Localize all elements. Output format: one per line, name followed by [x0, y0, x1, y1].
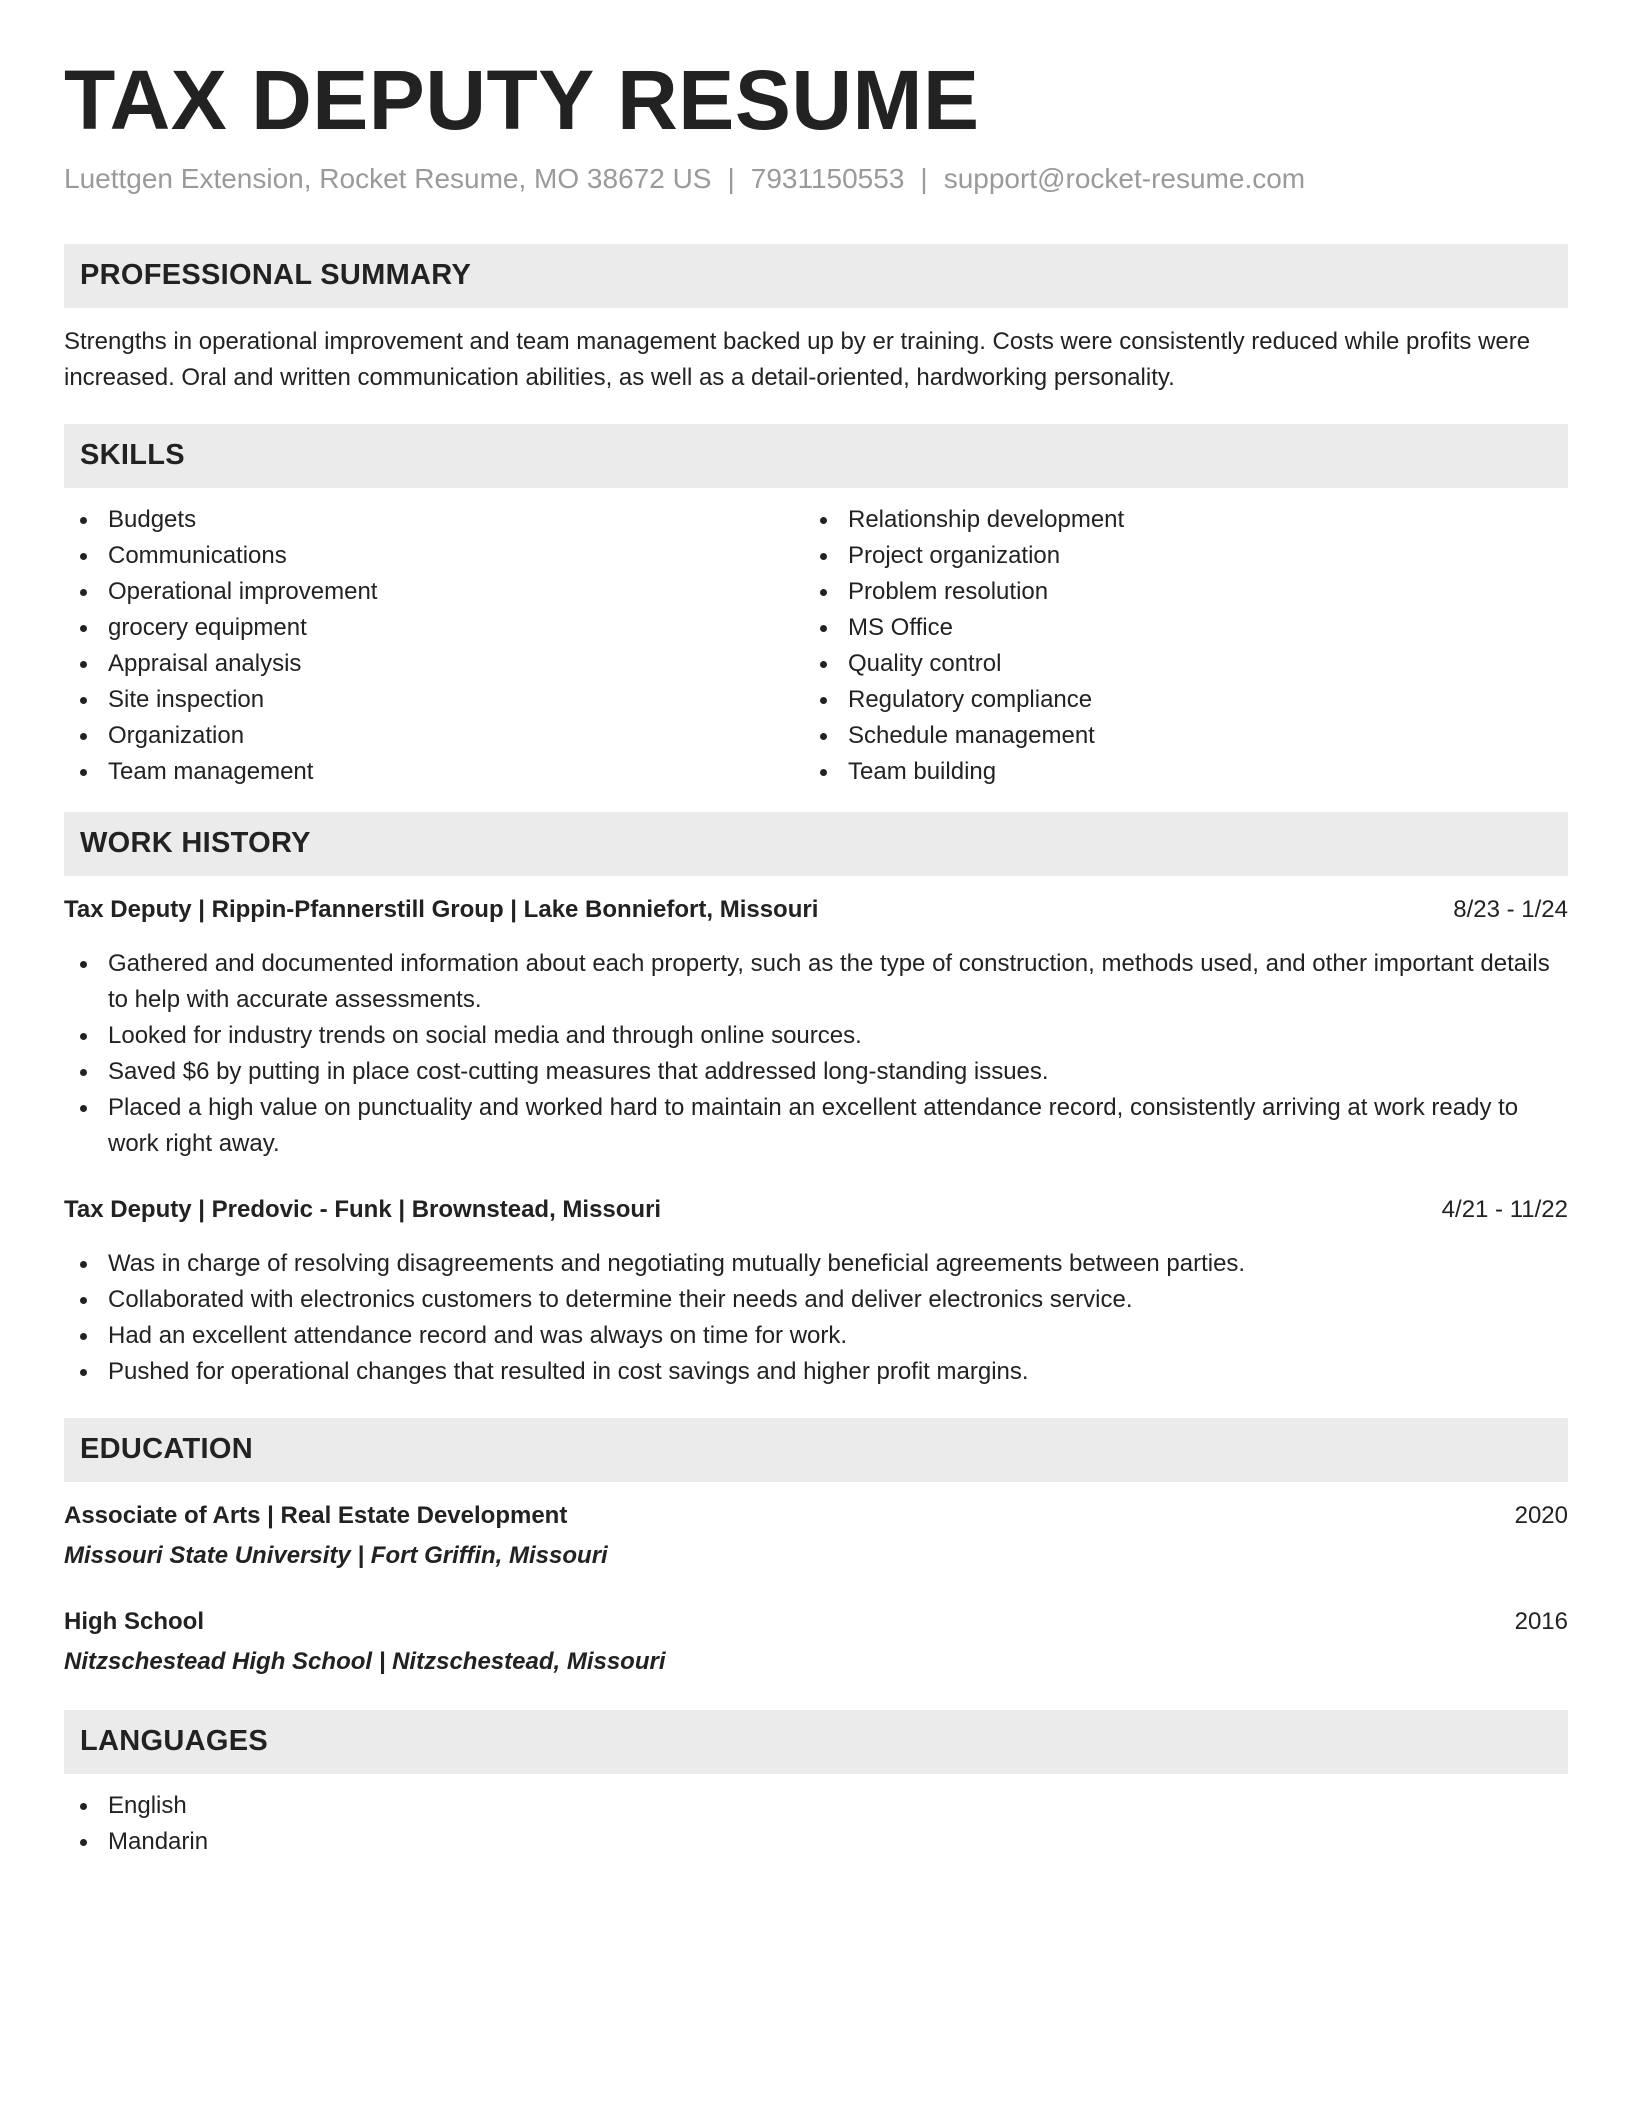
skill-item: Project organization [804, 538, 1544, 574]
education-entry [64, 1604, 1568, 1680]
skill-item: Quality control [804, 646, 1544, 682]
contact-separator: | [727, 163, 735, 194]
job-bullet: Looked for industry trends on social media and through online sources. [64, 1018, 1568, 1054]
job-title: Tax Deputy | Rippin-Pfannerstill Group | Lake Bonniefort, Missouri [64, 895, 819, 923]
job-header [64, 892, 1568, 928]
languages-heading: LANGUAGES [64, 1710, 1568, 1774]
job-date: 8/23 - 1/24 [1453, 895, 1568, 923]
job-bullet: Gathered and documented information about each property, such as the type of construction, methods used, and other important details to help with accurate assessments. [64, 946, 1568, 1018]
summary-heading: PROFESSIONAL SUMMARY [64, 244, 1568, 308]
job-bullet: Was in charge of resolving disagreements and negotiating mutually beneficial agreements between parties. [64, 1246, 1568, 1282]
degree-title: High School [64, 1607, 204, 1635]
contact-phone: 7931150553 [750, 163, 905, 194]
school-name: Missouri State University | Fort Griffin, Missouri [64, 1541, 608, 1569]
skill-item: Organization [64, 718, 804, 754]
skills-heading: SKILLS [64, 424, 1568, 488]
job-bullet: Had an excellent attendance record and was always on time for work. [64, 1318, 1568, 1354]
job-title: Tax Deputy | Predovic - Funk | Brownstead, Missouri [64, 1195, 662, 1223]
skill-item: Schedule management [804, 718, 1544, 754]
graduation-year: 2020 [1514, 1501, 1568, 1529]
job-bullet: Placed a high value on punctuality and worked hard to maintain an excellent attendance record, consistently arriving at work ready to work right away. [64, 1090, 1568, 1162]
job-bullet: Saved $6 by putting in place cost-cutting measures that addressed long-standing issues. [64, 1054, 1568, 1090]
degree-title: Associate of Arts | Real Estate Development [64, 1501, 568, 1529]
contact-email: support@rocket-resume.com [943, 163, 1306, 194]
skills-list [64, 502, 1568, 790]
education-entry [64, 1498, 1568, 1574]
skill-item: Regulatory compliance [804, 682, 1544, 718]
education-header [64, 1498, 1568, 1534]
skill-item: Site inspection [64, 682, 804, 718]
job-header [64, 1192, 1568, 1228]
job-bullets [64, 946, 1568, 1162]
summary-text: Strengths in operational improvement and team management backed up by er training. Costs were consistently reduced while profits were increased. Oral and written communication abilities, as well as a detail-oriented, hardworking personality. [64, 327, 1531, 391]
school-name: Nitzschestead High School | Nitzschestead, Missouri [64, 1647, 666, 1675]
skill-item: Team management [64, 754, 804, 790]
skill-item: Team building [804, 754, 1544, 790]
job-bullet: Collaborated with electronics customers to determine their needs and deliver electronics service. [64, 1282, 1568, 1318]
work-history-heading: WORK HISTORY [64, 812, 1568, 876]
job-entry [64, 1192, 1568, 1390]
contact-separator: | [920, 163, 928, 194]
language-item: Mandarin [64, 1824, 1568, 1860]
contact-line [64, 162, 1568, 196]
job-bullet: Pushed for operational changes that resulted in cost savings and higher profit margins. [64, 1354, 1568, 1390]
job-bullets [64, 1246, 1568, 1390]
skill-item: Communications [64, 538, 804, 574]
skills-column-left [64, 502, 804, 790]
skill-item: Appraisal analysis [64, 646, 804, 682]
contact-address: Luettgen Extension, Rocket Resume, MO 38672 US [64, 163, 712, 194]
skill-item: grocery equipment [64, 610, 804, 646]
education-heading: EDUCATION [64, 1418, 1568, 1482]
resume-title: TAX DEPUTY RESUME [64, 53, 980, 147]
graduation-year: 2016 [1514, 1607, 1568, 1635]
skills-column-right [804, 502, 1544, 790]
languages-list [64, 1788, 1568, 1860]
skill-item: Budgets [64, 502, 804, 538]
education-header [64, 1604, 1568, 1640]
job-entry [64, 892, 1568, 1162]
language-item: English [64, 1788, 1568, 1824]
skill-item: Problem resolution [804, 574, 1544, 610]
job-date: 4/21 - 11/22 [1441, 1195, 1568, 1223]
skill-item: MS Office [804, 610, 1544, 646]
skill-item: Relationship development [804, 502, 1544, 538]
skill-item: Operational improvement [64, 574, 804, 610]
